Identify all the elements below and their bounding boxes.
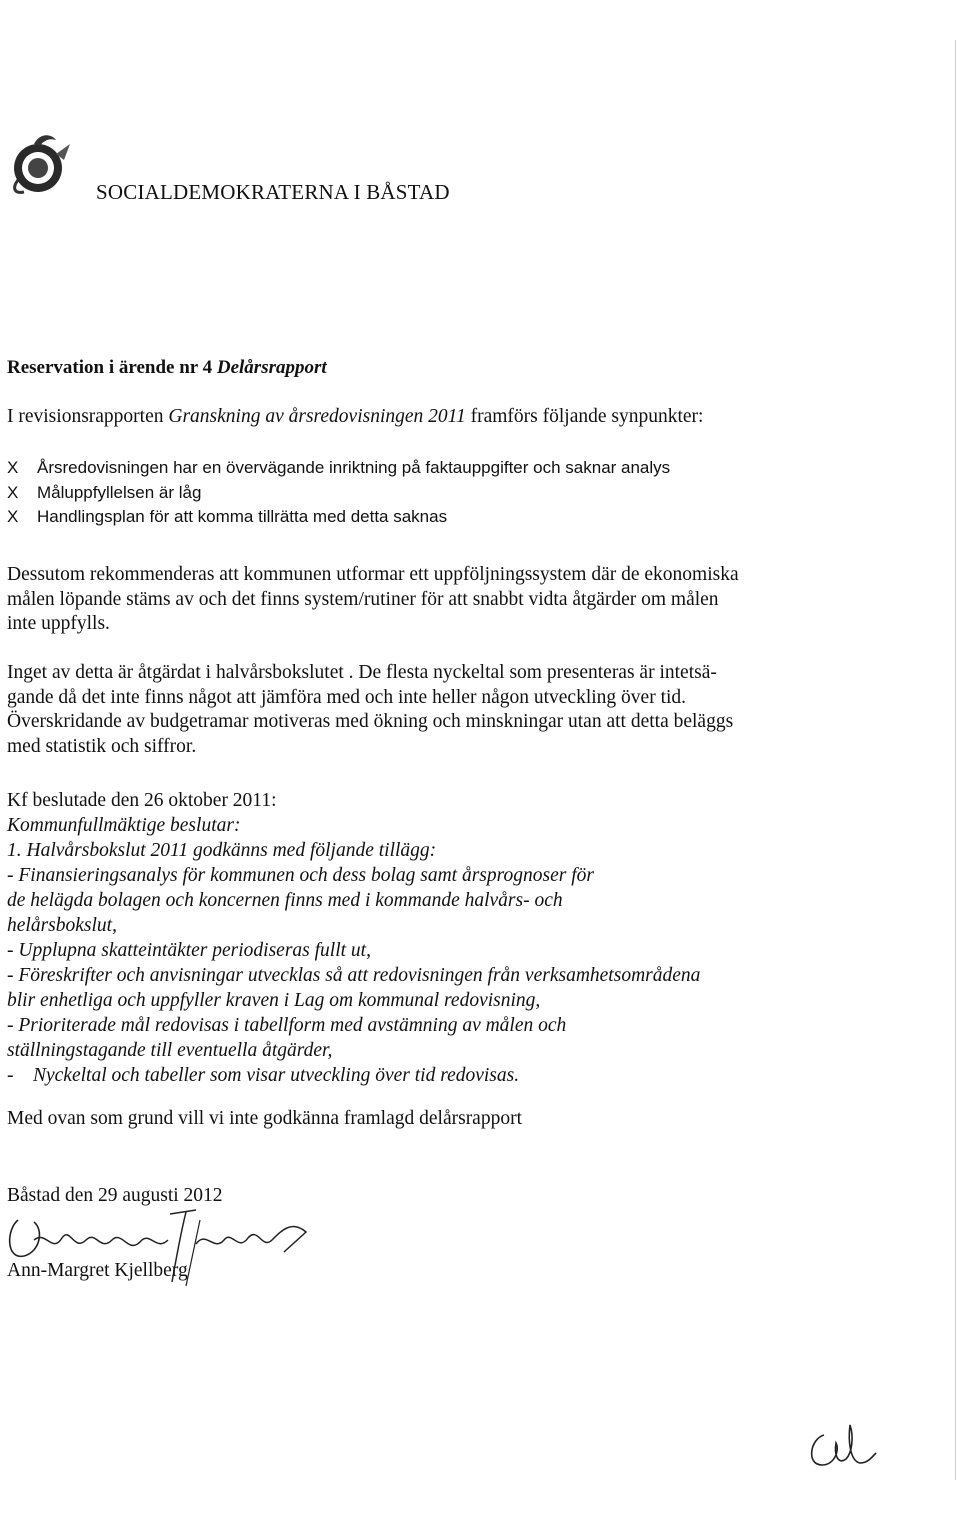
recommendation-paragraph [7, 563, 827, 637]
paragraph-line: inte uppfylls. [7, 613, 110, 634]
signer-name: Ann-Margret Kjellberg [7, 1260, 188, 1281]
list-item-text: Årsredovisningen har en övervägande inriktning på faktauppgifter och saknar analys [37, 458, 671, 477]
handwritten-initials [800, 1415, 880, 1475]
list-item [7, 483, 670, 508]
assessment-paragraph [7, 661, 827, 759]
list-item-text: Måluppfyllelsen är låg [37, 482, 202, 502]
paragraph-line: med statistik och siffror. [7, 735, 197, 757]
findings-list [7, 458, 670, 532]
org-name: SOCIALDEMOKRATERNA I BÅSTAD [96, 180, 450, 204]
reservation-subject: Delårsrapport [216, 357, 327, 378]
intro-report-title: Granskning av årsredovisningen 2011 [168, 406, 466, 427]
paragraph-line: målen löpande stäms av och det finns system/rutiner för att snabbt vidta åtgärder om målen [7, 588, 719, 610]
decision-line: 1. Halvårsbokslut 2011 godkänns med följande tillägg: [7, 840, 437, 861]
rose-logo [4, 130, 76, 196]
intro-after: framförs följande synpunkter: [465, 406, 704, 427]
paragraph-line: Inget av detta är åtgärdat i halvårsbokslutet . De flesta nyckeltal som presenteras är intetsä- [7, 662, 717, 683]
closing-statement: Med ovan som grund vill vi inte godkänna framlagd delårsrapport [7, 1108, 522, 1129]
list-item [7, 507, 670, 532]
decision-line: ställningstagande till eventuella åtgärder, [7, 1040, 333, 1061]
intro-before: I revisionsrapporten [7, 406, 169, 427]
decision-line: blir enhetliga och uppfyller kraven i Lag om kommunal redovisning, [7, 990, 541, 1011]
x-mark: X [7, 507, 19, 526]
list-item-text: Handlingsplan för att komma tillrätta med detta saknas [37, 507, 448, 526]
paragraph-line: Överskridande av budgetramar motiveras med ökning och minskningar utan att detta beläggs [7, 711, 734, 732]
decision-line: - Finansieringsanalys för kommunen och dess bolag samt årsprognoser för [7, 865, 594, 886]
list-item [7, 458, 670, 483]
council-decision [7, 788, 700, 1088]
x-mark: X [7, 458, 19, 477]
decision-line: - Nyckeltal och tabeller som visar utveckling över tid redovisas. [7, 1065, 520, 1086]
reservation-prefix: Reservation i ärende nr 4 [7, 357, 217, 378]
decision-line: helårsbokslut, [7, 915, 117, 936]
place-and-date: Båstad den 29 augusti 2012 [7, 1185, 223, 1206]
intro-line [7, 406, 703, 428]
paragraph-line: Dessutom rekommenderas att kommunen utformar ett uppföljningssystem där de ekonomiska [7, 564, 739, 585]
paragraph-line: gande då det inte finns något att jämföra med och inte heller någon utveckling över tid. [7, 686, 687, 708]
scan-edge-line [955, 40, 956, 1480]
decision-line: - Prioriterade mål redovisas i tabellform med avstämning av målen och [7, 1015, 567, 1036]
decision-heading: Kf beslutade den 26 oktober 2011: [7, 790, 277, 811]
x-mark: X [7, 482, 19, 502]
decision-line: - Föreskrifter och anvisningar utvecklas så att redovisningen från verksamhetsområdena [7, 965, 701, 986]
reservation-heading [7, 357, 327, 379]
decision-line: de helägda bolagen och koncernen finns med i kommande halvårs- och [7, 890, 563, 911]
decision-line: - Upplupna skatteintäkter periodiseras fullt ut, [7, 940, 371, 961]
decision-line: Kommunfullmäktige beslutar: [7, 815, 241, 836]
